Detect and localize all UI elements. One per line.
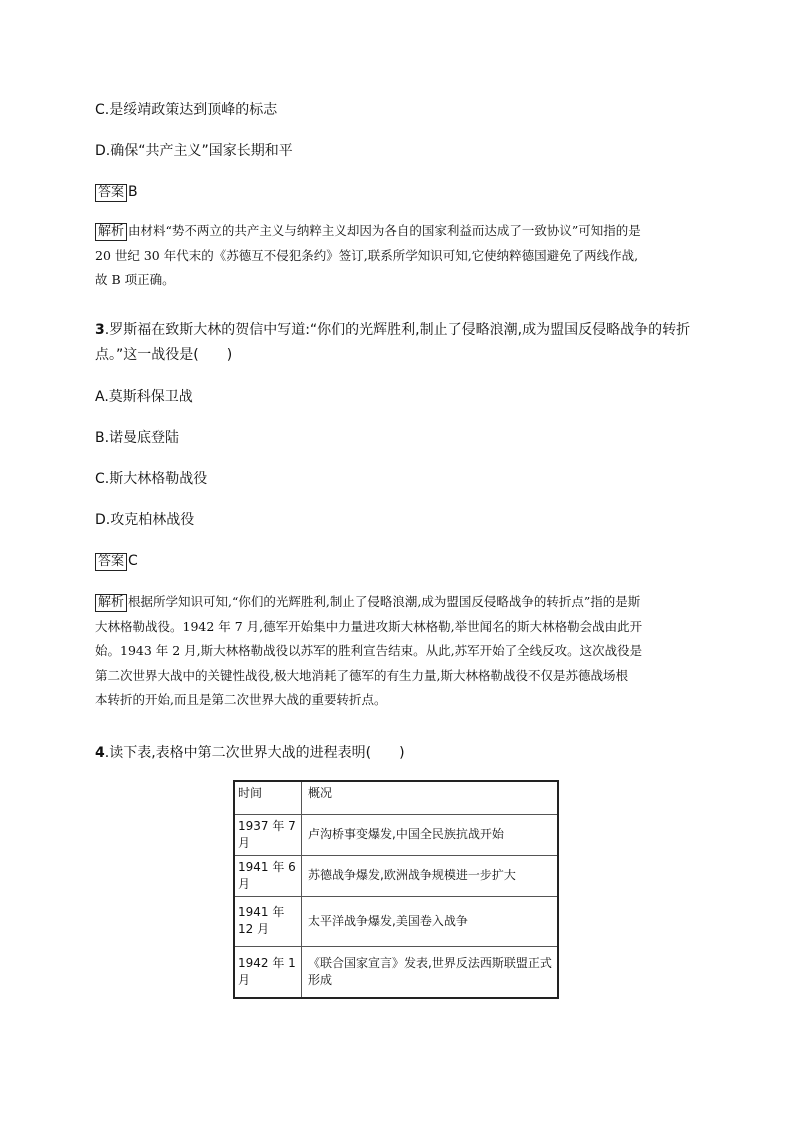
- q3-option-a[interactable]: A.莫斯科保卫战: [95, 389, 193, 405]
- q3-analysis-line: 始。1943 年 2 月,斯大林格勒战役以苏军的胜利宣告结束。从此,苏军开始了全线反攻。这次战役是: [95, 643, 643, 658]
- table-cell-summary: 《联合国家宣言》发表,世界反法西斯联盟正式形成: [302, 946, 559, 998]
- q2-analysis-line: 解析 由材料“势不两立的共产主义与纳粹主义却因为各自的国家利益而达成了一致协议”可知指的是: [95, 219, 699, 244]
- q4-number: 4: [95, 745, 105, 761]
- answer-tag: 答案: [95, 184, 127, 202]
- table-cell-time: 1941 年 12 月: [234, 896, 302, 946]
- table-row: [234, 946, 558, 998]
- q2-option-c[interactable]: C.是绥靖政策达到顶峰的标志: [95, 102, 278, 118]
- q3-option-c[interactable]: C.斯大林格勒战役: [95, 471, 208, 487]
- table-header-row: [234, 781, 558, 814]
- table-row: [234, 855, 558, 896]
- q2-analysis: [95, 219, 699, 293]
- q3-analysis-line: 大林格勒战役。1942 年 7 月,德军开始集中力量进攻斯大林格勒,举世闻名的斯大林格勒会战由此开: [95, 618, 643, 634]
- q3-option-d[interactable]: D.攻克柏林战役: [95, 512, 195, 528]
- q3-stem: 3.罗斯福在致斯大林的贺信中写道:“你们的光辉胜利,制止了侵略浪潮,成为盟国反侵略战争的转折 点。”这一战役是( ): [95, 322, 691, 363]
- q3-analysis-line: 第二次世界大战中的关键性战役,极大地消耗了德军的有生力量,斯大林格勒战役不仅是苏德战场根: [95, 667, 628, 683]
- q3-answer-value: C: [128, 553, 138, 569]
- q3-analysis-line: 本转折的开始,而且是第二次世界大战的重要转折点。: [95, 692, 387, 707]
- q3-option-b[interactable]: B.诺曼底登陆: [95, 430, 180, 446]
- q2-answer: [95, 182, 138, 202]
- table-cell-summary: 卢沟桥事变爆发,中国全民族抗战开始: [302, 814, 559, 855]
- q2-answer-value: B: [128, 184, 138, 200]
- q3-number: 3: [95, 322, 105, 338]
- table-row: [234, 896, 558, 946]
- q3-analysis: [95, 590, 699, 713]
- table-cell-summary: 太平洋战争爆发,美国卷入战争: [302, 896, 559, 946]
- answer-tag: 答案: [95, 553, 127, 571]
- table-cell-summary: 苏德战争爆发,欧洲战争规模进一步扩大: [302, 855, 559, 896]
- table-row: [234, 814, 558, 855]
- table-header-cell: 概况: [302, 781, 559, 814]
- analysis-tag: 解析: [95, 223, 127, 241]
- table-cell-time: 1937 年 7 月: [234, 814, 302, 855]
- q3-analysis-line: 解析 根据所学知识可知,“你们的光辉胜利,制止了侵略浪潮,成为盟国反侵略战争的转折点”指的是斯: [95, 590, 699, 615]
- q2-option-d[interactable]: D.确保“共产主义”国家长期和平: [95, 143, 293, 159]
- history-table: [233, 780, 559, 999]
- q4-stem: 4.读下表,表格中第二次世界大战的进程表明( ): [95, 745, 405, 761]
- q2-analysis-line: 故 B 项正确。: [95, 272, 175, 287]
- table-header-cell: 时间: [234, 781, 302, 814]
- analysis-tag: 解析: [95, 594, 127, 612]
- table-cell-time: 1941 年 6 月: [234, 855, 302, 896]
- q3-answer: [95, 551, 138, 571]
- q2-analysis-line: 20 世纪 30 年代末的《苏德互不侵犯条约》签订,联系所学知识可知,它使纳粹德国避免了两线作战,: [95, 247, 639, 263]
- table-cell-time: 1942 年 1 月: [234, 946, 302, 998]
